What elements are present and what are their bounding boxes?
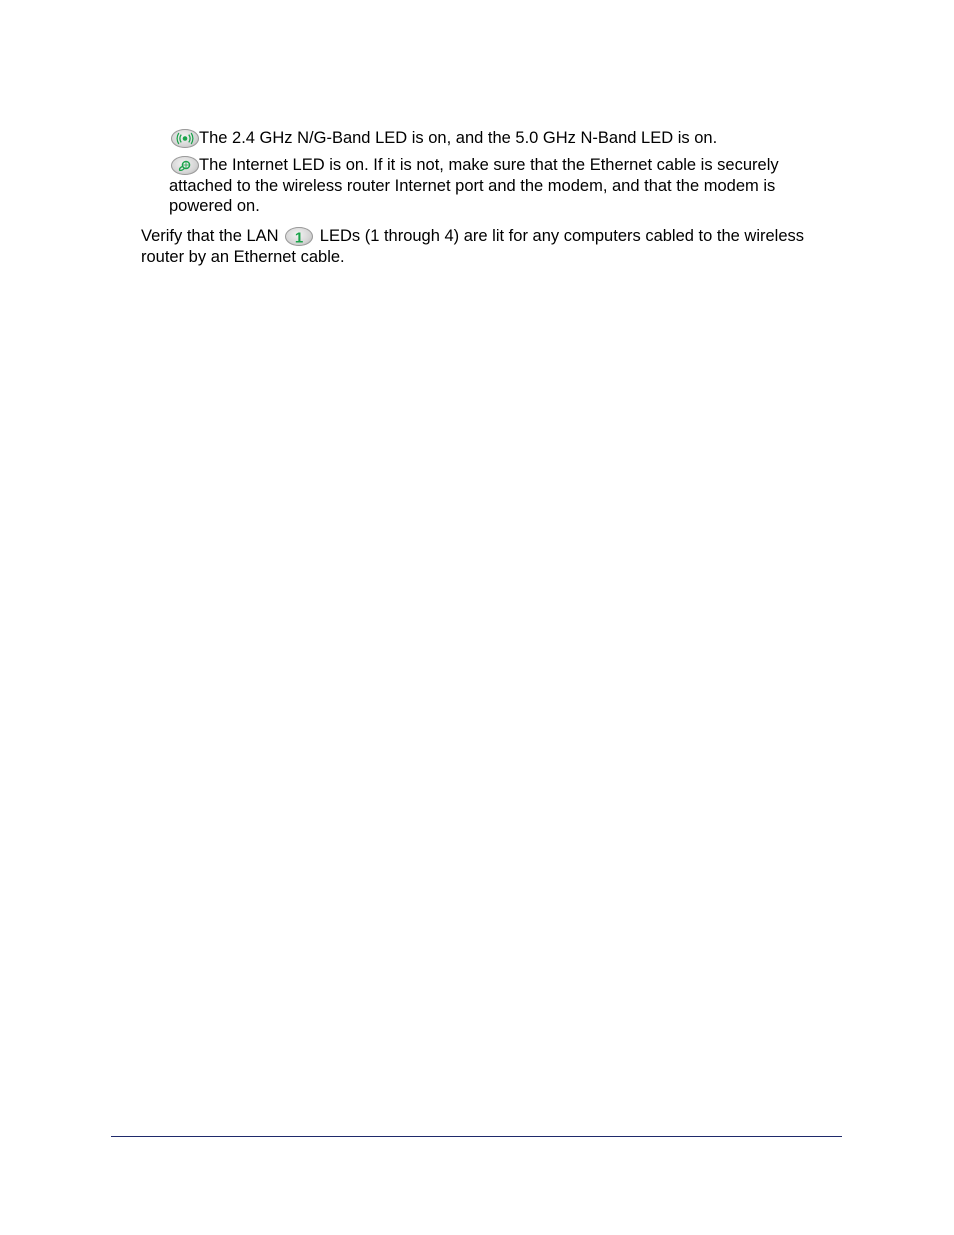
lan-step [141, 226, 804, 267]
internet-led-icon [171, 156, 199, 175]
lan-led-number: 1 [295, 229, 304, 246]
internet-led-text-line-1: The Internet LED is on. If it is not, make sure that the Ethernet cable is securely [199, 156, 779, 174]
footer-rule [111, 1136, 842, 1137]
lan-step-text-before: Verify that the LAN [141, 227, 279, 245]
lan-step-line-2: router by an Ethernet cable. [141, 247, 345, 266]
internet-led-line-1 [169, 155, 779, 176]
wireless-led-text: The 2.4 GHz N/G-Band LED is on, and the 5.0 GHz N-Band LED is on. [199, 129, 718, 147]
lan-step-text-after: LEDs (1 through 4) are lit for any computers cabled to the wireless [319, 227, 804, 245]
lan-step-line-1 [141, 226, 804, 247]
internet-led-line-2: attached to the wireless router Internet port and the modem, and that the modem is [169, 176, 776, 195]
wireless-led-item [171, 128, 717, 149]
internet-led-item [169, 155, 779, 217]
wireless-led-icon [171, 129, 199, 148]
lan-led-icon [285, 227, 313, 246]
internet-led-line-3: powered on. [169, 197, 260, 215]
